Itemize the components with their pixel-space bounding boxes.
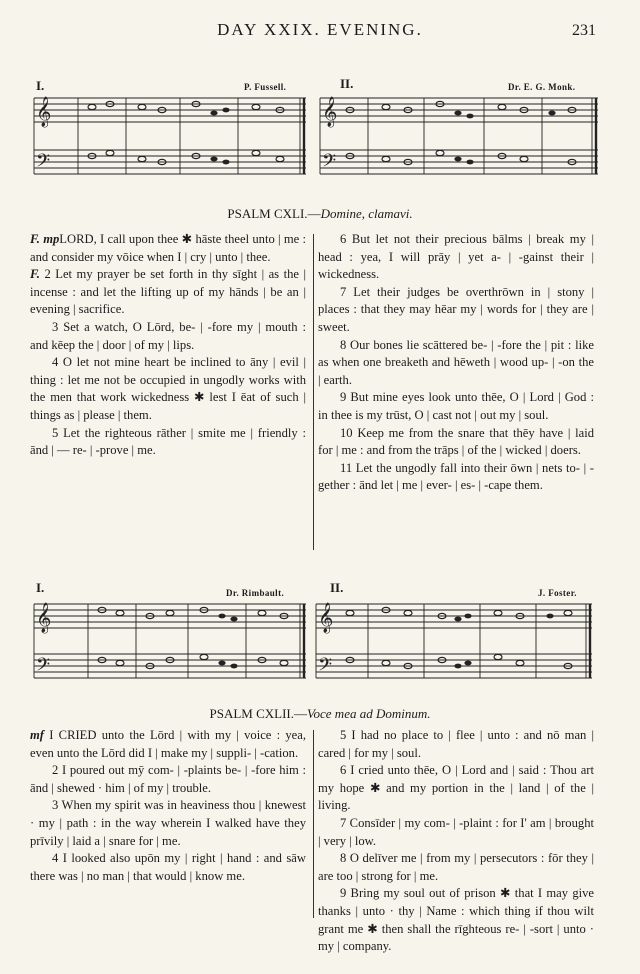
tune-number-1: I. [36, 78, 45, 93]
verse: 7 Let their judges be overthrōwn in | stony | places : that they may hēar my | words for | they are | sweet. [318, 284, 594, 334]
page-header [0, 18, 640, 46]
column-divider [313, 234, 314, 550]
svg-text:𝄞: 𝄞 [36, 97, 52, 127]
svg-text:𝄢: 𝄢 [36, 655, 51, 680]
psalm-141-title: PSALM CXLI. [227, 206, 308, 221]
verse: 9 Bring my soul out of prison ✱ that I may give thanks | unto · thy | Name : which thing if thou wilt grant me ✱ then shall the rīghteous re- | -sort | unto · my | company. [318, 886, 594, 954]
verse: 6 I cried unto thēe, O | Lord and | said : Thou art my hope ✱ and my portion in the | land | of the | living. [318, 763, 594, 813]
tune-composer-1: P. Fussell. [244, 82, 287, 92]
psalm-141-left-column [30, 231, 306, 460]
svg-text:𝄢: 𝄢 [318, 655, 333, 680]
music-staff [312, 596, 594, 692]
verse: 3 When my spirit was in heaviness thou | knewest · my | path : in the way wherein I walked have they prīvily | laid a | snare for | me. [30, 798, 306, 848]
psalm-142-title: PSALM CXLII. [209, 706, 295, 721]
svg-text:𝄞: 𝄞 [36, 603, 52, 633]
psalm-142-right-column [318, 727, 594, 956]
verse: 9 But mine eyes look unto thēe, O | Lord | God : in thee is my trūst, O | cast not | out my | soul. [318, 390, 594, 422]
verse: 8 Our bones lie scāttered be- | -fore the | pit : like as when one breaketh and hēweth | wood up- | -on the | earth. [318, 337, 594, 387]
music-staff [316, 90, 600, 186]
tune-composer-4: J. Foster. [538, 588, 577, 598]
verse: mf I CRIED unto the Lōrd | with my | voice : yea, even unto the Lōrd did I | make my | suppli- | -cation. [30, 728, 306, 760]
svg-text:𝄢: 𝄢 [36, 151, 51, 176]
page-title: DAY XXIX. EVENING. [217, 20, 423, 39]
chant-score-top-1 [30, 90, 308, 186]
page-number: 231 [572, 22, 596, 39]
psalm-142-heading: PSALM CXLII.—Voce mea ad Dominum. [209, 706, 431, 721]
verse: 4 O let not mine heart be inclined to āny | evil | thing : let me not be occupied in ungodly works with the men that work wickedness ✱ lest I ēat of such | things as | please | them. [30, 355, 306, 422]
verse: 10 Keep me from the snare that thēy have | laid for | me : and from the trāps | of the | wicked | doers. [318, 425, 594, 458]
svg-text:𝄢: 𝄢 [322, 151, 337, 176]
music-staff [30, 90, 308, 186]
verse: 11 Let the ungodly fall into their ōwn | nets to- | -gether : ānd let | me | ever- | es- | -cape them. [318, 460, 594, 493]
tune-number-3: I. [36, 580, 45, 595]
verse: 6 But let not their precious bālms | break my | head : yea, I will prāy | yet a- | -gainst their | wickedness. [318, 232, 594, 282]
verse: 2 I poured out mȳ com- | -plaints be- | -fore him : ānd | shewed · him | of my | trouble. [30, 763, 306, 795]
psalm-141-heading: PSALM CXLI.—Domine, clamavi. [227, 206, 413, 221]
tune-composer-2: Dr. E. G. Monk. [508, 82, 576, 92]
tune-number-2: II. [340, 76, 354, 91]
chant-score-top-2 [316, 90, 600, 186]
psalm-141-latin: Domine, clamavi. [320, 206, 413, 221]
verse: 3 Set a watch, O Lōrd, be- | -fore my | mouth : and kēep the | door | of my | lips. [30, 319, 306, 352]
psalm-141-right-column [318, 231, 594, 495]
column-divider [313, 730, 314, 918]
svg-text:𝄞: 𝄞 [318, 603, 334, 633]
verse: 4 I looked also upōn my | right | hand : and sāw there was | no man | that would | know me. [30, 851, 306, 883]
verse: 7 Consīder | my com- | -plaint : for I' am | brought | very | low. [318, 815, 594, 848]
psalm-142-left-column [30, 727, 306, 885]
chant-score-bottom-1 [30, 596, 308, 692]
tune-number-4: II. [330, 580, 344, 595]
music-staff [30, 596, 308, 692]
psalm-142-latin: Voce mea ad Dominum. [307, 706, 431, 721]
verse: 5 I had no place to | flee | unto : and nō man | cared | for my | soul. [318, 728, 594, 760]
verse: 5 Let the righteous rāther | smite me | friendly : ānd | — re- | -prove | me. [30, 425, 306, 458]
chant-score-bottom-2 [312, 596, 594, 692]
verse: F. 2 Let my prayer be set forth in thy sīght | as the | incense : and let the lifting up of my hānds | be an | evening | sacrifice. [30, 267, 306, 317]
tune-composer-3: Dr. Rimbault. [226, 588, 285, 598]
verse: 8 O delīver me | from my | persecutors : fōr they | are too | strong for | me. [318, 851, 594, 883]
verse: F. mpLORD, I call upon thee ✱ hāste theel unto | me : and consider my vōice when I | cry | unto | thee. [30, 232, 306, 264]
svg-text:𝄞: 𝄞 [322, 97, 338, 127]
